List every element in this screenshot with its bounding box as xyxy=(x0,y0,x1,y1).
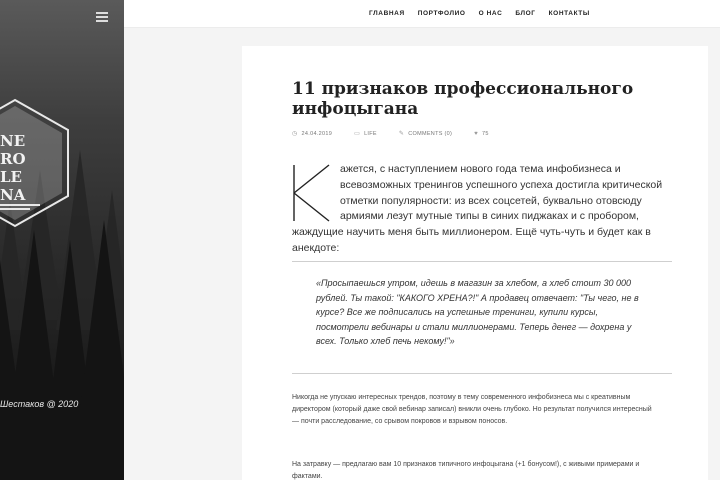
svg-text:К: К xyxy=(312,204,313,205)
comments-text[interactable]: COMMENTS (0) xyxy=(408,130,453,137)
folder-icon: ▭ xyxy=(354,131,361,137)
nav-item-blog[interactable]: БЛОГ xyxy=(515,10,536,17)
blockquote xyxy=(292,261,672,374)
intro-text: ажется, с наступлением нового года тема инфобизнеса и всевозможных тренингов успешного успеха достигла критической отметки популярности: из всех соцсетей, буквально отовсюду армиями лезут мутные типы в синих пиджаках и с пробором, жаждущие научить меня быть миллионером. Ещё чуть-чуть и будет как в анекдоте: xyxy=(292,163,663,254)
meta-likes[interactable] xyxy=(474,130,489,137)
article-card xyxy=(242,46,708,480)
date-text: 24.04.2019 xyxy=(301,130,333,137)
meta-category[interactable] xyxy=(354,130,377,137)
heart-icon: ♥ xyxy=(474,130,479,137)
hamburger-icon[interactable] xyxy=(96,12,108,22)
meta-comments[interactable] xyxy=(399,130,452,137)
comment-icon: ✎ xyxy=(398,131,405,137)
body-paragraph-1: Никогда не упускаю интересных трендов, поэтому в тему современного инфобизнеса мы с креативным директором (который даже свой вебинар записал) вникли очень глубоко. Но результат получился интересный — почти расследование, со срывом покровов и взрывом поносов. xyxy=(292,394,652,425)
quote-text: «Просыпаешься утром, идешь в магазин за хлебом, а хлеб стоит 30 000 рублей. Ты такой: "КАКОГО ХРЕНА?!" А продавец отвечает: "Ты чего, не в курсе? Все же подписались на успешные тренинги, купили курсы, посмотрели вебинары и стали миллионерами. Теперь денег — дохрена у всех. Только хлеб печь некому!"» xyxy=(316,278,639,347)
nav-item-home[interactable]: ГЛАВНАЯ xyxy=(369,10,405,17)
nav-item-contacts[interactable]: КОНТАКТЫ xyxy=(548,10,590,17)
nav-item-portfolio[interactable]: ПОРТФОЛИО xyxy=(417,10,466,17)
article-title: 11 признаков профессионального инфоцыгана xyxy=(292,79,634,119)
article-intro xyxy=(292,162,682,257)
top-navigation xyxy=(124,0,720,28)
svg-text:LE: LE xyxy=(0,168,22,186)
nav-item-about[interactable]: О НАС xyxy=(478,10,503,17)
svg-text:RO: RO xyxy=(0,150,26,168)
likes-count: 75 xyxy=(482,130,489,137)
category-text[interactable]: LIFE xyxy=(364,130,377,137)
copyright-text: Шестаков @ 2020 xyxy=(0,399,79,409)
svg-text:NE: NE xyxy=(0,132,26,150)
site-logo[interactable] xyxy=(0,98,70,228)
clock-icon: ◷ xyxy=(292,131,298,137)
body-paragraph-2: На затравку — предлагаю вам 10 признаков типичного инфоцыгана (+1 бонусом!), с живыми примерами и фактами. xyxy=(292,461,640,480)
sidebar xyxy=(0,0,124,480)
meta-date xyxy=(292,130,332,137)
svg-text:NA: NA xyxy=(0,186,26,204)
dropcap-letter xyxy=(292,164,332,222)
article-meta xyxy=(292,130,511,137)
